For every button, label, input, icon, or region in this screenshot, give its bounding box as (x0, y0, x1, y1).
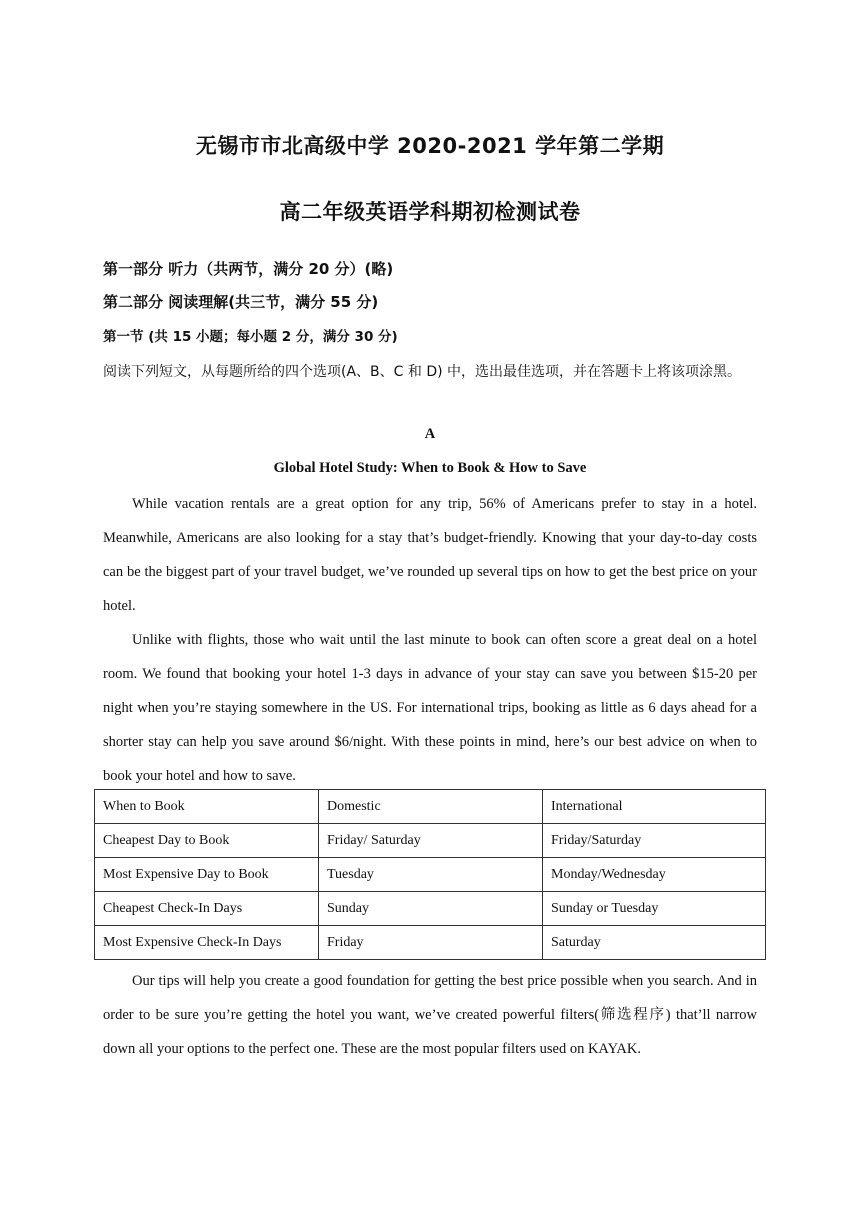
table-header-cell: When to Book (95, 790, 319, 824)
table-cell: Most Expensive Day to Book (95, 858, 319, 892)
part-two-heading: 第二部分 阅读理解(共三节，满分 55 分) (103, 293, 379, 311)
passage-title: Global Hotel Study: When to Book & How to Save (273, 460, 587, 476)
section-one-heading: 第一节 (共 15 小题；每小题 2 分，满分 30 分) (103, 329, 398, 345)
table-row (95, 926, 766, 960)
table-cell: Friday/ Saturday (319, 824, 543, 858)
table-row (95, 892, 766, 926)
paragraph: Our tips will help you create a good foundation for getting the best price possible when you search. And in order to be sure you’re getting the hotel you want, we’ve created powerful filters(筛选程序) that’ll narrow down all your options to the perfect one. These are the most popular filters used on KAYAK. (103, 973, 757, 1057)
table-cell: Most Expensive Check-In Days (95, 926, 319, 960)
table-cell: Cheapest Check-In Days (95, 892, 319, 926)
paragraph: Unlike with flights, those who wait until the last minute to book can often score a great deal on a hotel room. We found that booking your hotel 1-3 days in advance of your stay can save you between $15-20 per night when you’re staying somewhere in the US. For international trips, booking as little as 6 days ahead for a shorter stay can help you save around $6/night. With these points in mind, here’s our best advice on when to book your hotel and how to save. (103, 632, 757, 784)
instructions: 阅读下列短文，从每题所给的四个选项(A、B、C 和 D) 中，选出最佳选项，并在答题卡上将该项涂黑。 (103, 364, 742, 380)
part-one-heading: 第一部分 听力（共两节，满分 20 分）(略) (103, 260, 394, 278)
table-cell: Sunday (319, 892, 543, 926)
table-cell: Monday/Wednesday (543, 858, 766, 892)
table-cell: Tuesday (319, 858, 543, 892)
table-header-cell: International (543, 790, 766, 824)
table-cell: Sunday or Tuesday (543, 892, 766, 926)
exam-title: 无锡市市北高级中学 2020-2021 学年第二学期 (195, 134, 665, 158)
paragraph: While vacation rentals are a great option for any trip, 56% of Americans prefer to stay in a hotel. Meanwhile, Americans are also looking for a stay that’s budget-friendly. Knowing that your day-to-day costs can be the biggest part of your travel budget, we’ve rounded up several tips on how to get the best price on your hotel. (103, 496, 757, 614)
exam-subtitle: 高二年级英语学科期初检测试卷 (279, 200, 581, 224)
booking-table (94, 789, 766, 960)
table-header-cell: Domestic (319, 790, 543, 824)
table-cell: Saturday (543, 926, 766, 960)
table-cell: Friday (319, 926, 543, 960)
table-header-row (95, 790, 766, 824)
table-row (95, 824, 766, 858)
table-cell: Cheapest Day to Book (95, 824, 319, 858)
passage-label: A (424, 426, 436, 442)
table-cell: Friday/Saturday (543, 824, 766, 858)
table-row (95, 858, 766, 892)
